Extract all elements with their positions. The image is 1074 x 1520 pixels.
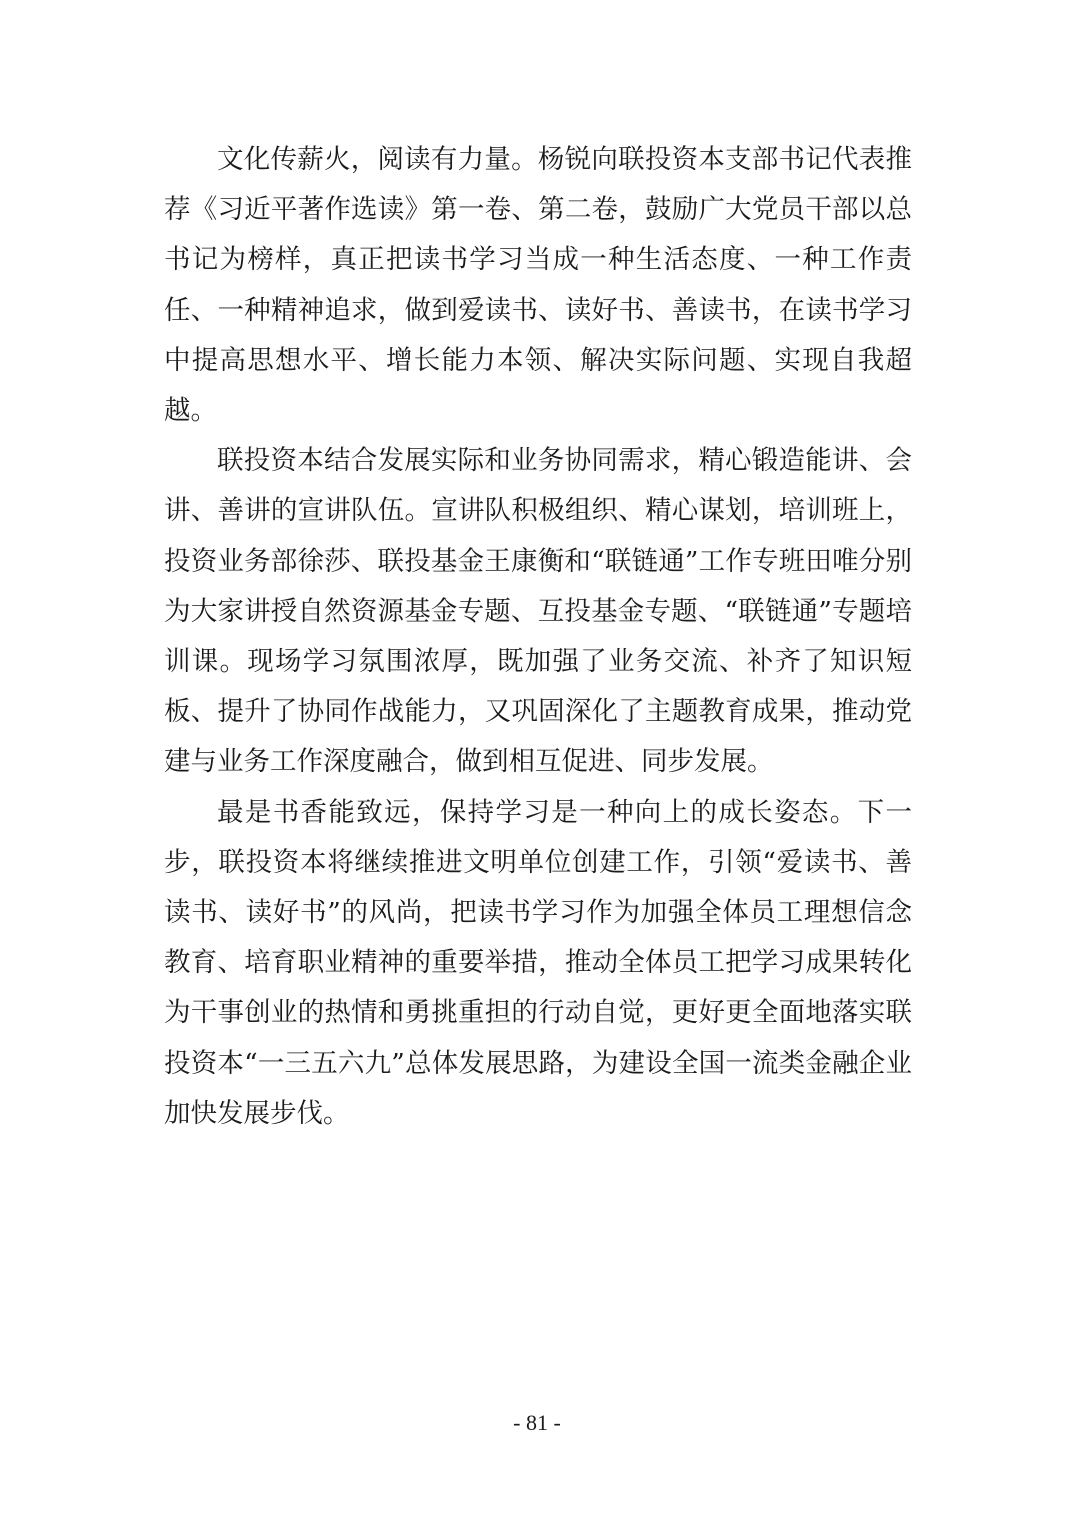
body-text xyxy=(164,135,912,1139)
paragraph-next-steps: 最是书香能致远，保持学习是一种向上的成长姿态。下一步，联投资本将继续推进文明单位创建工作，引领“爱读书、善读书、读好书”的风尚，把读书学习作为加强全体员工理想信念教育、培育职业精神的重要举措，推动全体员工把学习成果转化为干事创业的热情和勇挑重担的行动自觉，更好更全面地落实联投资本“一三五六九”总体发展思路，为建设全国一流类金融企业加快发展步伐。 xyxy=(164,796,912,1129)
paragraph-reading-power: 文化传薪火，阅读有力量。杨锐向联投资本支部书记代表推荐《习近平著作选读》第一卷、第二卷，鼓励广大党员干部以总书记为榜样，真正把读书学习当成一种生活态度、一种工作责任、一种精神追求，做到爱读书、读好书、善读书，在读书学习中提高思想水平、增长能力本领、解决实际问题、实现自我超越。 xyxy=(164,144,912,427)
page-number: - 81 - xyxy=(513,1410,561,1435)
paragraph-lecture-team: 联投资本结合发展实际和业务协同需求，精心锻造能讲、会讲、善讲的宣讲队伍。宣讲队积极组织、精心谋划，培训班上，投资业务部徐莎、联投基金王康衡和“联链通”工作专班田唯分别为大家讲授自然资源基金专题、互投基金专题、“联链通”专题培训课。现场学习氛围浓厚，既加强了业务交流、补齐了知识短板、提升了协同作战能力，又巩固深化了主题教育成果，推动党建与业务工作深度融合，做到相互促进、同步发展。 xyxy=(164,445,912,778)
